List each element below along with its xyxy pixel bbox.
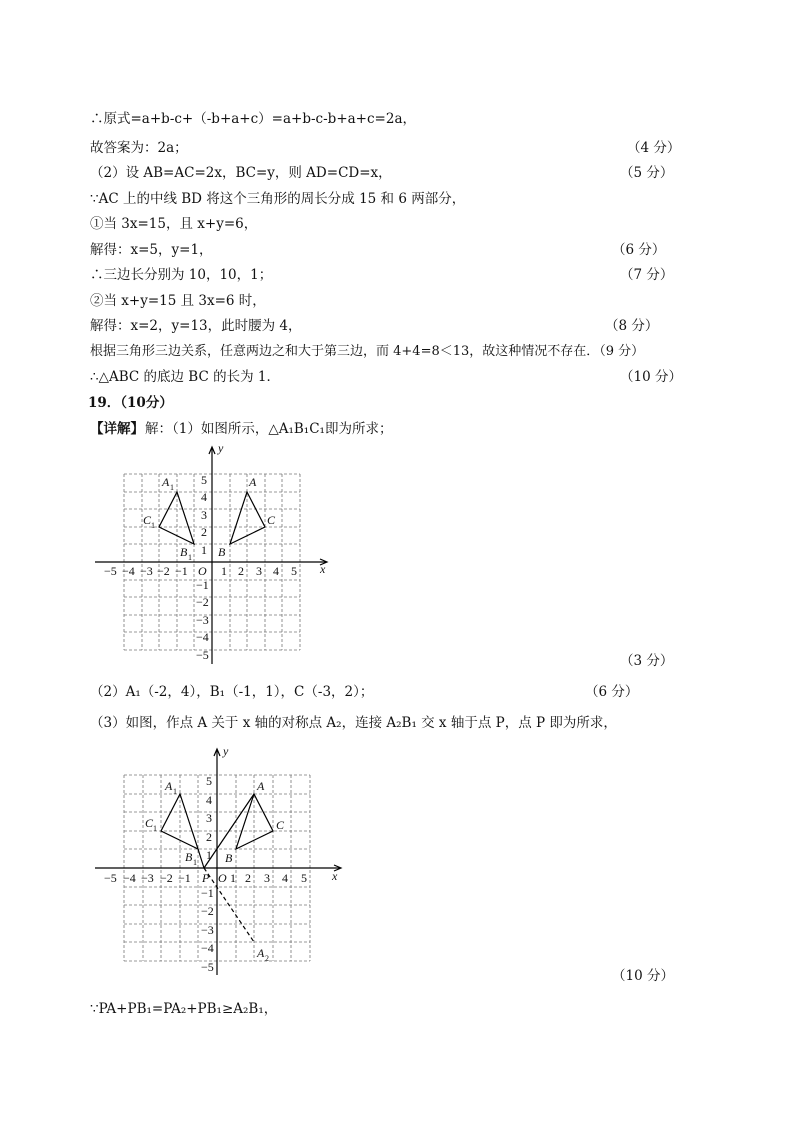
tick-y: 3	[206, 811, 212, 825]
point-label-c: C	[276, 818, 285, 832]
score-label: （8 分）	[605, 318, 659, 334]
line-text: ∵AC 上的中线 BD 将这个三角形的周长分成 15 和 6 两部分，	[90, 191, 466, 207]
tick-y: −1	[201, 886, 214, 900]
tick-x: −2	[157, 564, 170, 578]
line-text: ∴三边长分别为 10，10，1；	[90, 267, 273, 283]
tick-y: −2	[201, 904, 214, 918]
score-row-1	[0, 652, 794, 670]
score-row-3	[0, 967, 794, 985]
triangle-a1b1c1	[159, 492, 194, 544]
question-number: 19．（10分）	[88, 395, 173, 411]
segment-pb1	[198, 849, 204, 868]
triangle-abc	[230, 492, 265, 544]
line-text: 根据三角形三边关系，任意两边之和大于第三边，而 4+4=8＜13，故这种情况不存在．（9 分）	[90, 344, 645, 359]
score-label: （10 分）	[612, 968, 674, 984]
point-label-a2: A	[257, 946, 265, 960]
tick-x: −3	[141, 871, 154, 885]
point-label-b1: B	[180, 545, 188, 559]
q19-part1	[0, 420, 794, 438]
point-label-b: B	[218, 545, 226, 559]
tick-x: 5	[301, 871, 307, 885]
tick-y: −5	[201, 960, 214, 974]
point-label-a1: A	[162, 475, 170, 489]
detail-label: 【详解】	[90, 421, 144, 437]
score-label: （6 分）	[612, 242, 666, 258]
tick-x: 4	[282, 871, 288, 885]
line-text: ∴△ABC 的底边 BC 的长为 1．	[90, 369, 280, 385]
line-3	[0, 164, 794, 182]
tick-x: 3	[264, 871, 270, 885]
tick-y: 4	[206, 793, 212, 807]
axis-y-label: y	[218, 441, 224, 455]
tick-y: 1	[206, 848, 212, 862]
tick-x: 3	[256, 564, 262, 578]
point-label-a: A	[249, 475, 257, 489]
tick-y: −3	[196, 613, 209, 627]
tick-x: −2	[160, 871, 173, 885]
line-4	[0, 190, 794, 208]
tick-y: 3	[201, 508, 207, 522]
line-text: 解得：x=2，y=13，此时腰为 4，	[90, 318, 302, 334]
point-label-c1: C	[145, 816, 154, 830]
point-label-a1: A	[165, 779, 173, 793]
line-2	[0, 139, 794, 157]
tick-x: 1	[230, 871, 236, 885]
tick-x: −4	[123, 871, 136, 885]
triangle-abc	[236, 794, 273, 849]
tick-x: 4	[273, 564, 279, 578]
subscript: 1	[153, 824, 157, 833]
line-8	[0, 292, 794, 310]
point-label-c1: C	[143, 513, 152, 527]
point-label-b: B	[225, 851, 233, 865]
score-label: （10 分）	[620, 369, 682, 385]
tick-x: −1	[178, 871, 191, 885]
tick-y: 2	[206, 830, 212, 844]
axis-x-label: x	[320, 562, 326, 576]
tick-y: −4	[201, 941, 214, 955]
part1-text: 解：（1）如图所示，△A₁B₁C₁即为所求；	[145, 421, 393, 437]
subscript: 2	[265, 954, 269, 963]
tick-y: 5	[201, 473, 207, 487]
point-label-c: C	[267, 513, 276, 527]
tick-y: −2	[196, 595, 209, 609]
tick-x: −5	[104, 564, 117, 578]
tick-y: 5	[206, 774, 212, 788]
subscript: 1	[170, 483, 174, 492]
line-9	[0, 317, 794, 335]
triangle-a1b1c1	[161, 794, 198, 849]
coordinate-figure-1	[90, 440, 340, 670]
line-text: （2）设 AB=AC=2x，BC=y，则 AD=CD=x，	[90, 165, 392, 181]
axes	[95, 749, 341, 975]
tick-x: −5	[104, 871, 117, 885]
score-label: （3 分）	[620, 653, 674, 669]
line-6	[0, 241, 794, 259]
tick-x: −1	[175, 564, 188, 578]
tick-x: −3	[140, 564, 153, 578]
score-label: （6 分）	[585, 684, 639, 700]
point-label-p: P	[202, 871, 210, 885]
part2-text: （2）A₁（-2，4），B₁（-1，1），C（-3，2）；	[90, 684, 374, 700]
tick-x: 1	[221, 564, 227, 578]
score-label: （5 分）	[620, 165, 674, 181]
subscript: 1	[173, 787, 177, 796]
line-5	[0, 215, 794, 233]
tick-x: 2	[238, 564, 244, 578]
score-label: （7 分）	[620, 267, 674, 283]
line-10	[0, 343, 794, 361]
point-label-b1: B	[185, 850, 193, 864]
coordinate-figure-2	[90, 745, 350, 980]
tick-y: −4	[196, 630, 209, 644]
score-label: （4 分）	[627, 140, 681, 156]
subscript: 1	[151, 521, 155, 530]
line-text: 解得：x=5，y=1，	[90, 242, 213, 258]
tick-y: 2	[201, 525, 207, 539]
tick-y: −5	[196, 648, 209, 662]
line-text: 故答案为：2a；	[90, 140, 188, 156]
axis-y-label: y	[223, 745, 229, 758]
subscript: 1	[188, 553, 192, 562]
origin-label: O	[198, 564, 207, 578]
line-text: ②当 x+y=15 且 3x=6 时，	[90, 293, 266, 309]
axes	[95, 447, 327, 664]
tick-x: 2	[245, 871, 251, 885]
q19-part3	[0, 714, 794, 732]
line-1	[0, 110, 794, 128]
tick-y: −3	[201, 923, 214, 937]
line-text: ①当 3x=15，且 x+y=6，	[90, 216, 258, 232]
line-7	[0, 266, 794, 284]
q19-header	[0, 394, 794, 412]
tick-x: −4	[122, 564, 135, 578]
tick-y: 1	[201, 543, 207, 557]
origin-label: O	[218, 871, 227, 885]
subscript: 1	[193, 858, 197, 867]
tick-x: 5	[291, 564, 297, 578]
line-11	[0, 368, 794, 386]
last-line-text: ∵PA+PB₁=PA₂+PB₁≥A₂B₁，	[90, 1001, 278, 1017]
axis-x-label: x	[332, 869, 338, 883]
part3-text: （3）如图，作点 A 关于 x 轴的对称点 A₂，连接 A₂B₁ 交 x 轴于点 P，点 P 即为所求，	[90, 715, 617, 731]
q19-last	[0, 1000, 794, 1018]
point-label-a: A	[257, 779, 265, 793]
tick-y: 4	[201, 490, 207, 504]
tick-y: −1	[196, 578, 209, 592]
q19-part2	[0, 683, 794, 701]
line-text: ∴原式=a+b-c+（-b+a+c）=a+b-c-b+a+c=2a，	[90, 111, 417, 127]
